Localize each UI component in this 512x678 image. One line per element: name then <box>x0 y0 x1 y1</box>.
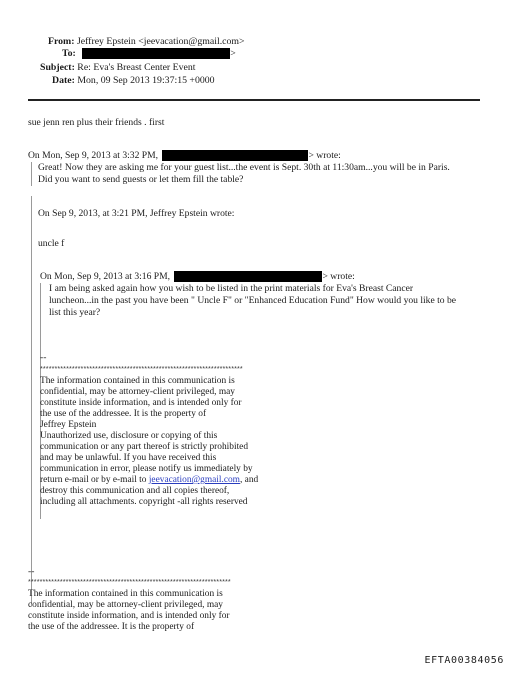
signature1-line: Unauthorized use, disclosure or copying of this <box>40 431 218 441</box>
signature1-line: the use of the addressee. It is the property of <box>40 409 207 419</box>
redacted-recipient <box>82 48 230 59</box>
redacted-sender-2 <box>174 271 322 282</box>
quote1-line1: Great! Now they are asking me for your guest list...the event is Sept. 30th at 11:30am...you will be in Paris. <box>38 162 450 173</box>
from-label: From: <box>48 36 75 47</box>
to-suffix: > <box>230 48 236 59</box>
quote3-line3: list this year? <box>49 307 101 318</box>
signature1-stars: ********************************************************************** <box>40 364 243 373</box>
quote1-intro-suffix: > wrote: <box>308 150 341 161</box>
header-date-row <box>52 75 215 86</box>
signature2-stars: ********************************************************************** <box>28 577 231 586</box>
subject-label: Subject: <box>40 62 75 73</box>
signature1-line: and may be unlawful. If you have received this <box>40 453 217 463</box>
signature2-line: the use of the addressee. It is the property of <box>28 622 195 632</box>
signature1-line: communication in error, please notify us immediately by <box>40 464 253 474</box>
quote3-intro-suffix: > wrote: <box>322 271 355 282</box>
signature1-line: communication or any part thereof is strictly prohibited <box>40 442 249 452</box>
document-id: EFTA00384056 <box>424 655 504 666</box>
date-label: Date: <box>52 75 75 86</box>
reply-text: sue jenn ren plus their friends . first <box>28 117 165 128</box>
quote1-line2: Did you want to send guests or let them fill the table? <box>38 174 244 185</box>
quote2-body: uncle f <box>38 238 65 249</box>
header-divider <box>28 99 480 101</box>
signature1-line: confidential, may be attorney-client privileged, may <box>40 387 235 397</box>
quote3-line1: I am being asked again how you wish to be listed in the print materials for Eva's Breast Cancer <box>49 283 414 294</box>
quote3-intro <box>40 271 355 282</box>
from-value: Jeffrey Epstein <jeevacation@gmail.com> <box>76 36 245 47</box>
redacted-sender-1 <box>162 150 308 161</box>
date-value: Mon, 09 Sep 2013 19:37:15 +0000 <box>77 75 215 86</box>
quote2-bar <box>31 196 32 606</box>
quote2-intro: On Sep 9, 2013, at 3:21 PM, Jeffrey Epstein wrote: <box>38 208 235 219</box>
to-label: To: <box>62 48 76 59</box>
return-suffix: , and <box>239 475 259 485</box>
signature1-line: destroy this communication and all copies thereof, <box>40 486 230 496</box>
header-to-row <box>62 48 236 59</box>
signature1-line: The information contained in this communication is <box>40 376 235 386</box>
signature2-line: confidential, may be attorney-client privileged, may <box>28 600 223 610</box>
quote1-intro-text: On Mon, Sep 9, 2013 at 3:32 PM, <box>28 150 159 161</box>
signature2-line: constitute inside information, and is intended only for <box>28 611 230 621</box>
quote1-bar <box>31 162 32 186</box>
subject-value: Re: Eva's Breast Center Event <box>77 62 196 73</box>
signature2-dashes: -- <box>28 566 35 577</box>
quote3-line2: luncheon...in the past you have been " Uncle F" or "Enhanced Education Fund" How would you like to be <box>49 295 457 306</box>
header-from-row <box>48 36 245 47</box>
quote1-intro <box>28 150 341 161</box>
email-link[interactable]: jeevacation@gmail.com <box>148 475 240 485</box>
signature1-line: Jeffrey Epstein <box>40 420 97 430</box>
signature1-line: including all attachments. copyright -all rights reserved <box>40 497 248 507</box>
quote3-intro-text: On Mon, Sep 9, 2013 at 3:16 PM, <box>40 271 171 282</box>
signature1-dashes: -- <box>40 352 47 363</box>
header-subject-row <box>40 62 196 73</box>
signature1-return-line <box>40 475 258 485</box>
return-prefix: return e-mail or by e-mail to <box>40 475 149 485</box>
signature2-line: The information contained in this communication is <box>28 589 223 599</box>
signature1-line: constitute inside information, and is intended only for <box>40 398 242 408</box>
